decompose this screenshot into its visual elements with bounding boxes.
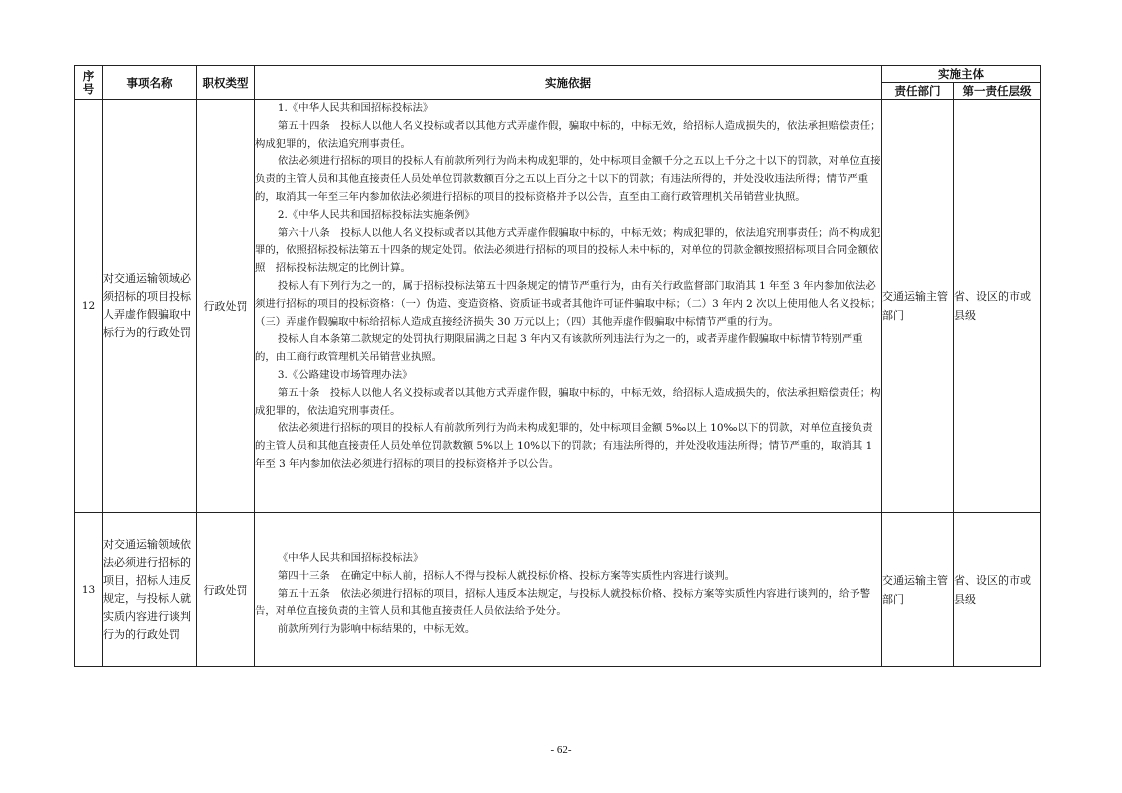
table-row: [75, 100, 1041, 513]
item-name: 对交通运输领域必须招标的项目投标人弄虚作假骗取中标行为的行政处罚: [103, 100, 197, 513]
header-basis: 实施依据: [255, 66, 882, 100]
basis-paragraph: 第五十五条 依法必须进行招标的项目，招标人违反本法规定，与投标人就投标价格、投标方案等实质性内容进行谈判的，给予警告，对单位直接负责的主管人员和其他直接责任人员依法给予处分。: [255, 587, 871, 618]
power-type: 行政处罚: [197, 513, 255, 667]
basis-paragraph: 依法必须进行招标的项目的投标人有前款所列行为尚未构成犯罪的，处中标项目金额千分之五以上千分之十以下的罚款，对单位直接负责的主管人员和其他直接责任人员处单位罚款数额百分之五以上百分之十以下的罚款；有违法所得的，并处没收违法所得；情节严重的，取消其一年至三年内参加依法必须进行招标的项目的投标资格并予以公告，直至由工商行政管理机关吊销营业执照。: [255, 155, 881, 203]
basis-paragraph: 2.《中华人民共和国招标投标法实施条例》: [277, 208, 475, 221]
basis-paragraph: 3.《公路建设市场管理办法》: [277, 368, 413, 381]
basis-paragraph: 投标人有下列行为之一的，属于招标投标法第五十四条规定的情节严重行为，由有关行政监督部门取消其 1 年至 3 年内参加依法必须进行招标的项目的投标资格：（一）伪造、变造资格、资质证书或者其他许可证件骗取中标；（二）3 年内 2 次以上使用他人名义投标；（三）弄虚作假骗取中标给招标人造成直接经济损失 30 万元以上；（四）其他弄虚作假骗取中标情节严重的行为。: [255, 279, 881, 328]
power-type: 行政处罚: [197, 100, 255, 513]
basis-paragraph: 第四十三条 在确定中标人前，招标人不得与投标人就投标价格、投标方案等实质性内容进行谈判。: [277, 569, 736, 582]
basis-paragraph: 投标人自本条第二款规定的处罚执行期限届满之日起 3 年内又有该款所列违法行为之一的，或者弄虚作假骗取中标情节特别严重的，由工商行政管理机关吊销营业执照。: [255, 333, 863, 364]
basis-paragraph: 依法必须进行招标的项目的投标人有前款所列行为尚未构成犯罪的，处中标项目金额 5‰以上 10‰以下的罚款，对单位直接负责的主管人员和其他直接责任人员处单位罚款数额 5%以上 10%以下的罚款；有违法所得的，并处没收违法所得；情节严重的，取消其 1 年至 3 年内参加依法必须进行招标的项目的投标资格并予以公告。: [255, 422, 873, 470]
responsibility-level: 省、设区的市或县级: [954, 513, 1041, 667]
basis-paragraph: 《中华人民共和国招标投标法》: [277, 552, 424, 564]
basis-paragraph: 第六十八条 投标人以他人名义投标或者以其他方式弄虚作假骗取中标的，中标无效；构成犯罪的，依法追究刑事责任；尚不构成犯罪的，依照招标投标法第五十四条的规定处罚。依法必须进行招标的项目的投标人未中标的，对单位的罚款金额按照招标项目合同金额依照 招标投标法规定的比例计算。: [255, 226, 881, 275]
table-row: [75, 513, 1041, 667]
header-subject: 实施主体: [882, 66, 1041, 83]
basis-paragraph: 1.《中华人民共和国招标投标法》: [277, 102, 434, 114]
header-level: 第一责任层级: [954, 83, 1041, 100]
responsible-dept: 交通运输主管部门: [882, 100, 954, 513]
basis-paragraph: 第五十条 投标人以他人名义投标或者以其他方式弄虚作假，骗取中标的，中标无效，给招标人造成损失的，依法承担赔偿责任；构成犯罪的，依法追究刑事责任。: [255, 386, 881, 417]
responsibility-level: 省、设区的市或县级: [954, 100, 1041, 513]
regulation-table: [74, 65, 1041, 667]
basis-paragraph: 前款所列行为影响中标结果的，中标无效。: [277, 623, 476, 636]
row-number: 13: [75, 513, 103, 667]
header-dept: 责任部门: [882, 83, 954, 100]
header-seq: 序号: [75, 66, 103, 100]
basis-paragraph: 第五十四条 投标人以他人名义投标或者以其他方式弄虚作假，骗取中标的，中标无效，给招标人造成损失的，依法承担赔偿责任；构成犯罪的，依法追究刑事责任。: [255, 119, 881, 150]
row-number: 12: [75, 100, 103, 513]
responsible-dept: 交通运输主管部门: [882, 513, 954, 667]
implementation-basis: [255, 513, 882, 667]
header-power-type: 职权类型: [197, 66, 255, 100]
item-name: 对交通运输领域依法必须进行招标的项目，招标人违反规定，与投标人就实质内容进行谈判行为的行政处罚: [103, 513, 197, 667]
implementation-basis: [255, 100, 882, 513]
page-number: - 62-: [550, 744, 572, 756]
header-item-name: 事项名称: [103, 66, 197, 100]
